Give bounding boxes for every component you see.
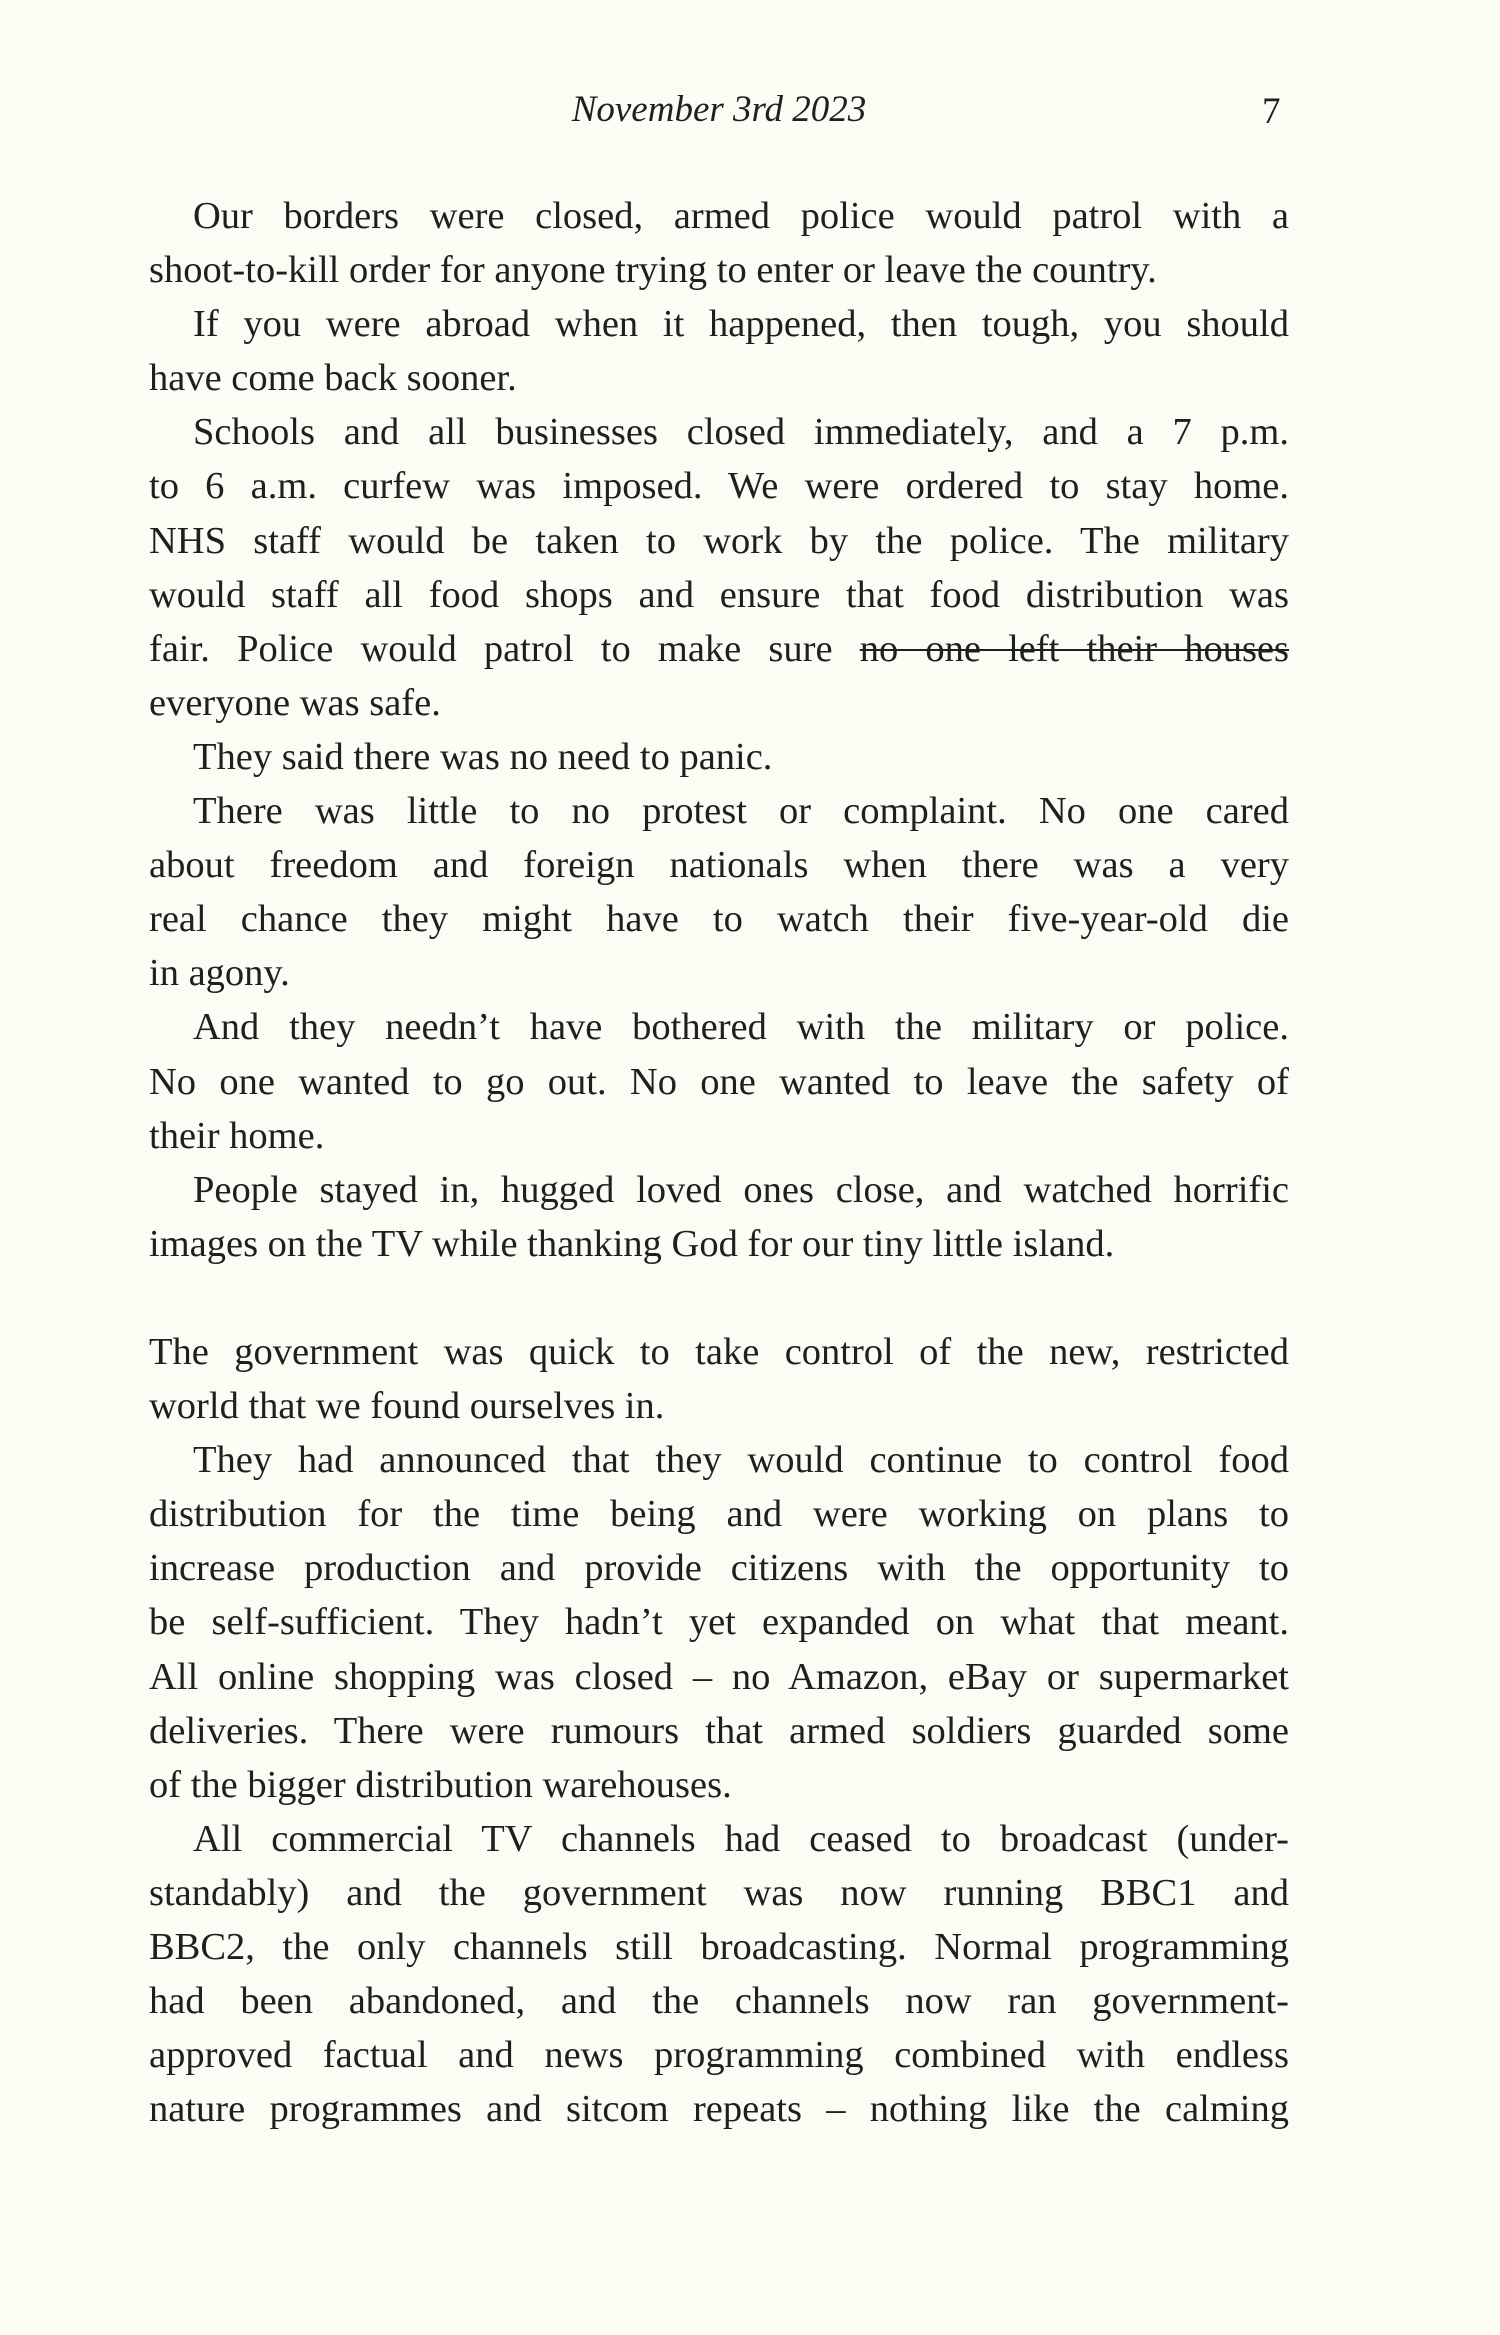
text-line: nature programmes and sitcom repeats – nothing like the calming bbox=[149, 2088, 1289, 2131]
text-line: And they needn’t have bothered with the military or police. bbox=[193, 1006, 1289, 1049]
text-line: in agony. bbox=[149, 952, 290, 995]
text-line: approved factual and news programming combined with endless bbox=[149, 2034, 1289, 2077]
text-line: They said there was no need to panic. bbox=[193, 735, 773, 778]
body-text bbox=[149, 189, 1289, 2136]
text-line: If you were abroad when it happened, then tough, you should bbox=[193, 303, 1289, 346]
text-line: be self-sufficient. They hadn’t yet expanded on what that meant. bbox=[149, 1601, 1289, 1644]
line-text: fair. Police would patrol to make sure bbox=[149, 627, 860, 670]
paragraph bbox=[149, 1000, 1289, 1162]
paragraph bbox=[149, 1163, 1289, 1271]
text-line: their home. bbox=[149, 1114, 325, 1157]
text-line: of the bigger distribution warehouses. bbox=[149, 1763, 732, 1806]
paragraph bbox=[149, 405, 1289, 730]
text-line: had been abandoned, and the channels now ran government- bbox=[149, 1980, 1289, 2023]
text-line: shoot-to-kill order for anyone trying to enter or leave the country. bbox=[149, 249, 1157, 292]
text-line: Our borders were closed, armed police would patrol with a bbox=[193, 195, 1289, 237]
paragraph bbox=[149, 189, 1289, 297]
text-line: They had announced that they would continue to control food bbox=[193, 1439, 1289, 1482]
paragraph bbox=[149, 1325, 1289, 1433]
text-line: distribution for the time being and were working on plans to bbox=[149, 1493, 1289, 1536]
text-line: The government was quick to take control of the new, restricted bbox=[149, 1330, 1289, 1373]
paragraph bbox=[149, 1433, 1289, 1812]
text-line: everyone was safe. bbox=[149, 681, 441, 724]
text-line: standably) and the government was now running BBC1 and bbox=[149, 1871, 1289, 1914]
paragraph bbox=[149, 784, 1289, 1000]
text-line: real chance they might have to watch their five-year-old die bbox=[149, 898, 1289, 941]
text-line: about freedom and foreign nationals when there was a very bbox=[149, 844, 1289, 887]
text-line: There was little to no protest or complaint. No one cared bbox=[193, 790, 1289, 833]
text-line: Schools and all businesses closed immediately, and a 7 p.m. bbox=[193, 411, 1289, 454]
text-line: have come back sooner. bbox=[149, 357, 517, 400]
page-number: 7 bbox=[1262, 91, 1281, 132]
running-head: November 3rd 2023 bbox=[571, 89, 867, 130]
text-line: world that we found ourselves in. bbox=[149, 1385, 665, 1428]
text-line: People stayed in, hugged loved ones close, and watched horrific bbox=[193, 1168, 1289, 1211]
text-line: images on the TV while thanking God for our tiny little island. bbox=[149, 1222, 1115, 1265]
text-line: increase production and provide citizens with the opportunity to bbox=[149, 1547, 1289, 1590]
text-line: NHS staff would be taken to work by the police. The military bbox=[149, 519, 1289, 562]
text-line: to 6 a.m. curfew was imposed. We were ordered to stay home. bbox=[149, 465, 1289, 508]
paragraph bbox=[149, 730, 1289, 784]
text-line: All online shopping was closed – no Amazon, eBay or supermarket bbox=[149, 1655, 1289, 1698]
text-line bbox=[149, 622, 1289, 676]
struck-through-text: no one left their houses bbox=[859, 627, 1289, 670]
paragraph bbox=[149, 297, 1289, 405]
text-line: would staff all food shops and ensure that food distribution was bbox=[149, 573, 1289, 616]
text-line: BBC2, the only channels still broadcasting. Normal programming bbox=[149, 1926, 1289, 1968]
text-line: deliveries. There were rumours that armed soldiers guarded some bbox=[149, 1709, 1289, 1752]
paragraph bbox=[149, 1812, 1289, 2137]
text-line: All commercial TV channels had ceased to broadcast (under- bbox=[193, 1817, 1289, 1860]
text-line: No one wanted to go out. No one wanted to leave the safety of bbox=[149, 1060, 1289, 1103]
section-break bbox=[149, 1271, 1289, 1325]
